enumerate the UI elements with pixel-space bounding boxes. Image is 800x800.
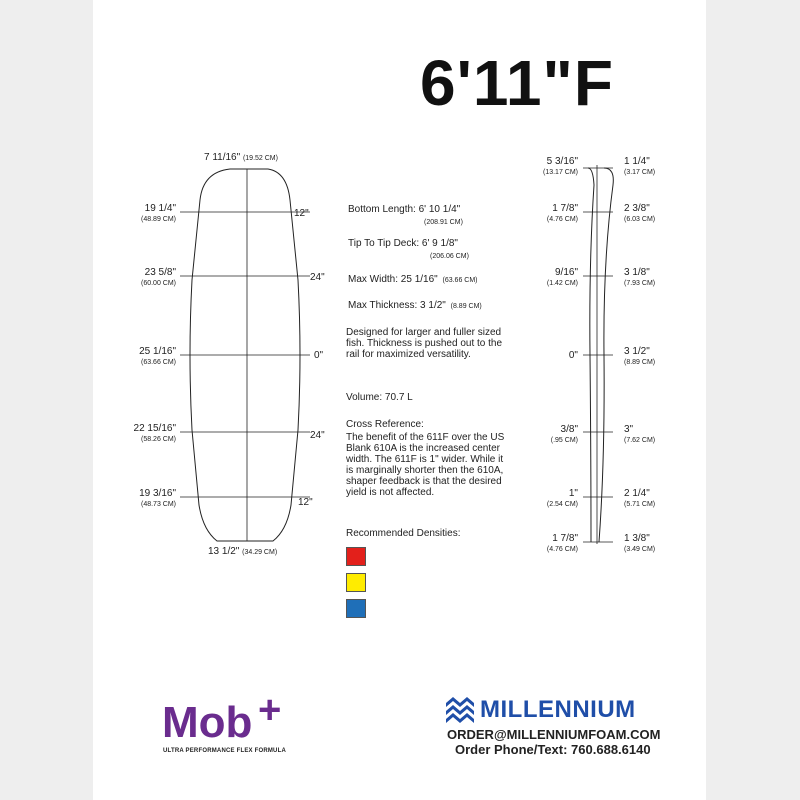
rocker-label: 5 3/16" (13.17 CM) [542,156,578,176]
station-label: 12" [298,497,313,508]
max-thickness: Max Thickness: 3 1/2" (8.89 CM) [348,300,482,311]
mob-logo: Mob [162,698,253,747]
bottom-length: Bottom Length: 6' 10 1/4" (208.91 CM) [348,204,463,226]
max-width: Max Width: 25 1/16" (63.66 CM) [348,274,478,285]
cross-reference-heading: Cross Reference: [346,419,424,430]
rocker-label: 2 1/4" (5.71 CM) [624,488,656,508]
rocker-label: 1 7/8" (4.76 CM) [546,203,578,223]
width-label: 23 5/8" (60.00 CM) [140,267,176,287]
millennium-wordmark: MILLENNIUM [480,696,636,723]
volume: Volume: 70.7 L [346,392,413,403]
rocker-label: 9/16" (1.42 CM) [546,267,578,287]
rocker-label: 0" [568,350,578,361]
rocker-label: 3 1/8" (7.93 CM) [624,267,656,287]
order-phone: Order Phone/Text: 760.688.6140 [455,742,651,757]
density-swatch-red [346,547,366,566]
rocker-label: 3/8" (.95 CM) [550,424,578,444]
tail-width-label: 13 1/2" (34.29 CM) [208,546,278,557]
rocker-label: 1" (2.54 CM) [546,488,578,508]
densities-heading: Recommended Densities: [346,528,461,539]
station-label: 24" [310,272,325,283]
station-label: 0" [314,350,324,361]
tip-width-label: 7 11/16" (19.52 CM) [204,152,278,163]
rocker-label: 3" (7.62 CM) [624,424,656,444]
width-label: 22 15/16" (58.26 CM) [133,423,176,443]
density-swatch-blue [346,599,366,618]
mob-plus-mark: + [258,688,282,732]
width-label: 19 3/16" (48.73 CM) [139,488,176,508]
station-label: 24" [310,430,325,441]
description: Designed for larger and fuller sized fish. Thickness is pushed out to the rail for maximized versatility. [346,327,503,360]
rocker-label: 3 1/2" (8.89 CM) [624,346,656,366]
millennium-logo-icon [446,697,474,723]
rocker-label: 1 1/4" (3.17 CM) [624,156,656,176]
rocker-label: 1 7/8" (4.76 CM) [546,533,578,553]
cross-reference-text: The benefit of the 611F over the US Blank 610A is the increased center width. The 611F is 1" wider. While it is marginally shorter then the 610A, shaper feedback is that the desired yield is not affected. [346,432,505,498]
model-title: 6'11"F [420,47,614,119]
station-label: 12" [294,208,309,219]
rocker-label: 2 3/8" (6.03 CM) [624,203,656,223]
rocker-label: 1 3/8" (3.49 CM) [624,533,656,553]
width-label: 19 1/4" (48.89 CM) [140,203,176,223]
mob-tagline: ULTRA PERFORMANCE FLEX FORMULA [163,748,286,754]
width-label: 25 1/16" (63.66 CM) [139,346,176,366]
order-email[interactable]: ORDER@MILLENNIUMFOAM.COM [447,727,661,742]
density-swatch-yellow [346,573,366,592]
tip-to-tip-deck: Tip To Tip Deck: 6' 9 1/8" (206.06 CM) [348,238,469,260]
